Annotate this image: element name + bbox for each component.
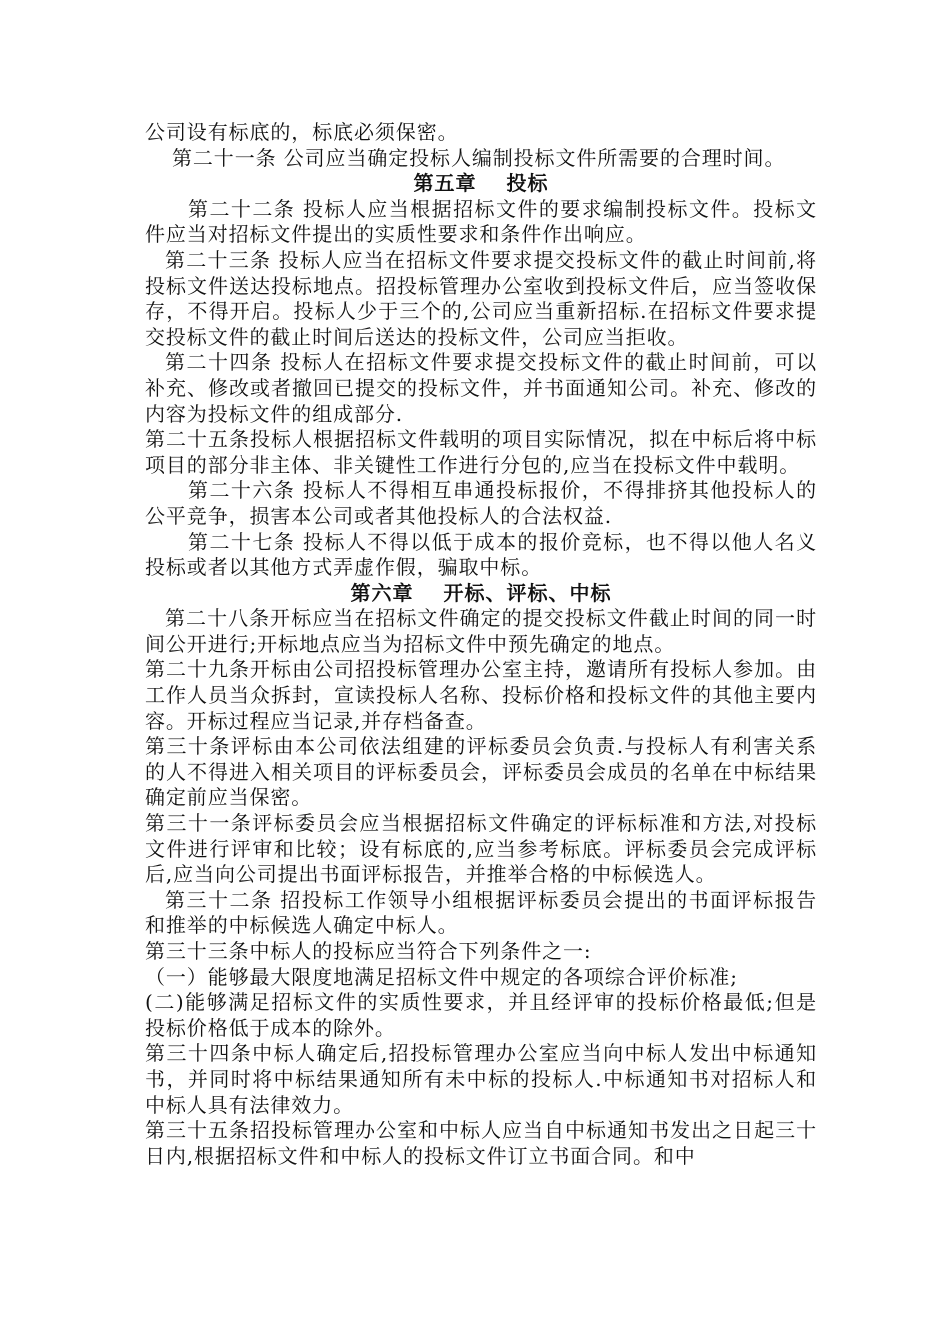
chapter-title: 开标、评标、中标	[443, 580, 612, 605]
condition-2: (二)能够满足招标文件的实质性要求，并且经评审的投标价格最低;但是投标价格低于成本的除外。	[145, 990, 817, 1040]
chapter-number: 第六章	[350, 580, 414, 605]
article-35: 第三十五条招投标管理办公室和中标人应当自中标通知书发出之日起三十日内,根据招标文件和中标人的投标文件订立书面合同。和中	[145, 1118, 817, 1168]
article-21: 第二十一条 公司应当确定投标人编制投标文件所需要的合理时间。	[172, 145, 786, 170]
article-22: 第二十二条 投标人应当根据招标文件的要求编制投标文件。投标文件应当对招标文件提出的实质性要求和条件作出响应。	[145, 196, 817, 247]
article-33: 第三十三条中标人的投标应当符合下列条件之一:	[145, 939, 592, 963]
article-31: 第三十一条评标委员会应当根据招标文件确定的评标标准和方法,对投标文件进行评审和比较；设有标底的,应当参考标底。评标委员会完成评标后,应当向公司提出书面评标报告，并推举合格的中标候选人。	[145, 811, 817, 887]
article-29: 第二十九条开标由公司招投标管理办公室主持，邀请所有投标人参加。由工作人员当众拆封，宣读投标人名称、投标价格和投标文件的其他主要内容。开标过程应当记录,并存档备查。	[145, 657, 817, 733]
article-27: 第二十七条 投标人不得以低于成本的报价竞标，也不得以他人名义投标或者以其他方式弄虚作假，骗取中标。	[145, 529, 817, 580]
article-24: 第二十四条 投标人在招标文件要求提交投标文件的截止时间前，可以补充、修改或者撤回已提交的投标文件，并书面通知公司。补充、修改的内容为投标文件的组成部分.	[145, 350, 817, 426]
chapter-title: 投标	[506, 171, 549, 196]
article-26: 第二十六条 投标人不得相互串通投标报价，不得排挤其他投标人的公平竞争，损害本公司或者其他投标人的合法权益.	[145, 478, 817, 528]
article-32: 第三十二条 招投标工作领导小组根据评标委员会提出的书面评标报告和推举的中标候选人确定中标人。	[145, 887, 817, 938]
chapter-heading-6	[145, 581, 817, 607]
chapter-heading-5	[145, 171, 817, 197]
condition-1: （一）能够最大限度地满足招标文件中规定的各项综合评价标准;	[145, 964, 738, 989]
article-23: 第二十三条 投标人应当在招标文件要求提交投标文件的截止时间前,将投标文件送达投标地点。招投标管理办公室收到投标文件后，应当签收保存，不得开启。投标人少于三个的,公司应当重新招标.在招标文件要求提交投标文件的截止时间后送达的投标文件，公司应当拒收。	[145, 247, 817, 349]
article-34: 第三十四条中标人确定后,招投标管理办公室应当向中标人发出中标通知书，并同时将中标结果通知所有未中标的投标人.中标通知书对招标人和中标人具有法律效力。	[145, 1041, 817, 1117]
chapter-number: 第五章	[413, 171, 477, 196]
document-body	[145, 120, 817, 1169]
paragraph: 公司设有标底的，标底必须保密。	[145, 120, 459, 144]
article-25: 第二十五条投标人根据招标文件载明的项目实际情况，拟在中标后将中标项目的部分非主体、非关键性工作进行分包的,应当在投标文件中载明。	[145, 427, 817, 477]
article-28: 第二十八条开标应当在招标文件确定的提交投标文件截止时间的同一时间公开进行;开标地点应当为招标文件中预先确定的地点。	[145, 606, 817, 656]
article-30: 第三十条评标由本公司依法组建的评标委员会负责.与投标人有利害关系的人不得进入相关项目的评标委员会，评标委员会成员的名单在中标结果确定前应当保密。	[145, 734, 817, 810]
